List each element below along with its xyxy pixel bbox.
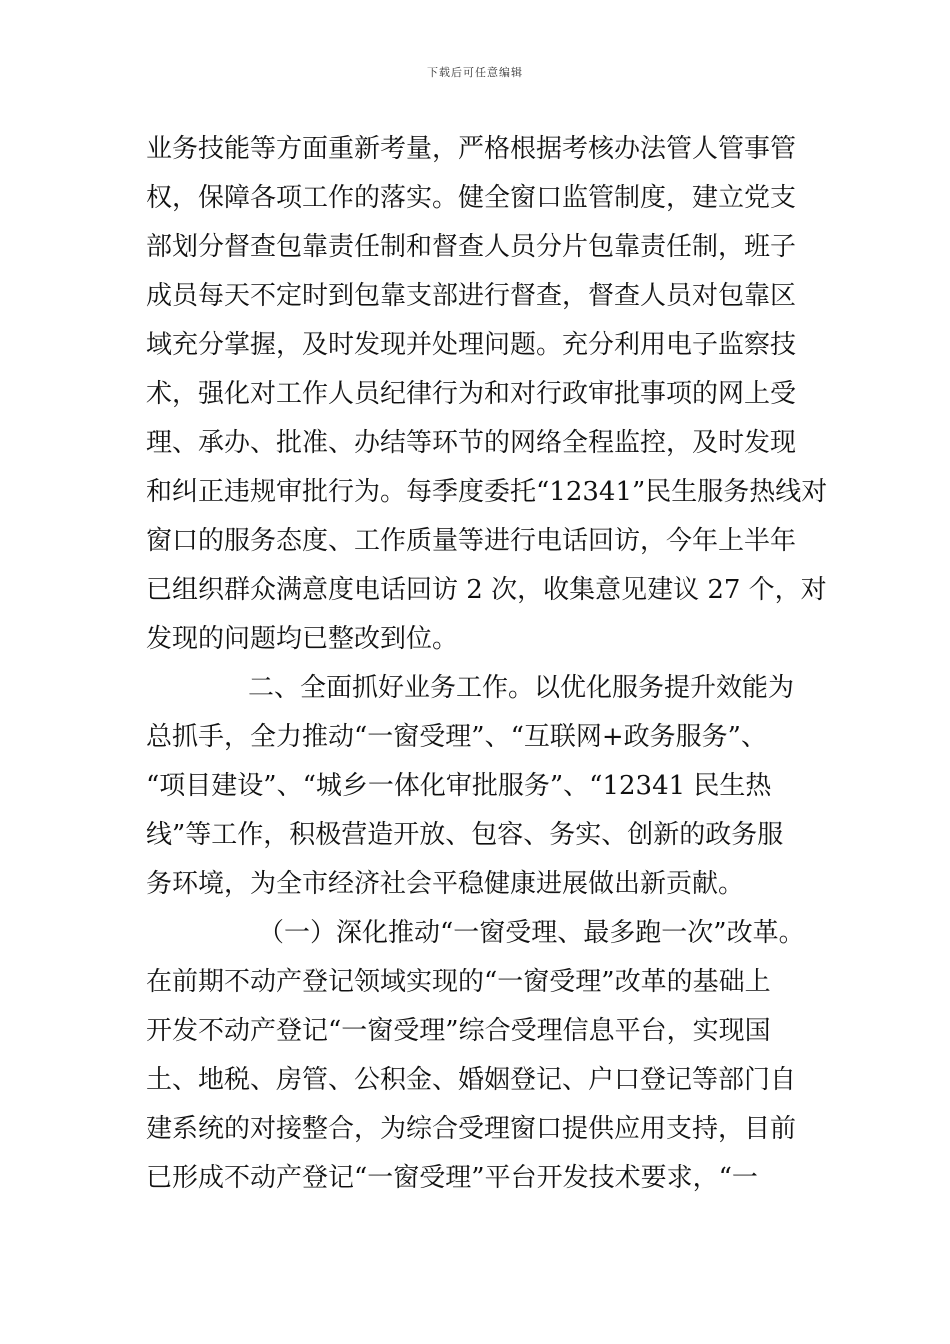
text-line: 线”等工作，积极营造开放、包容、务实、创新的政务服 xyxy=(146,820,784,850)
text-line: 已组织群众满意度电话回访 2 次，收集意见建议 27 个，对 xyxy=(146,575,827,605)
text-line: 务环境，为全市经济社会平稳健康进展做出新贡献。 xyxy=(146,869,745,899)
text-line: 权，保障各项工作的落实。健全窗口监管制度，建立党支 xyxy=(146,183,797,213)
text-line: 土、地税、房管、公积金、婚姻登记、户口登记等部门自 xyxy=(146,1065,797,1095)
text-line: 部划分督查包靠责任制和督查人员分片包靠责任制，班子 xyxy=(146,232,797,262)
text-line: 术，强化对工作人员纪律行为和对行政审批事项的网上受 xyxy=(146,379,797,409)
text-line: 和纠正违规审批行为。每季度委托“12341”民生服务热线对 xyxy=(146,477,828,507)
text-line: 已形成不动产登记“一窗受理”平台开发技术要求，“一 xyxy=(146,1163,758,1193)
text-line: 理、承办、批准、办结等环节的网络全程监控，及时发现 xyxy=(146,428,797,458)
text-line: 建系统的对接整合，为综合受理窗口提供应用支持，目前 xyxy=(146,1114,797,1144)
text-line: 总抓手，全力推动“一窗受理”、“互联网+政务服务”、 xyxy=(146,722,767,752)
text-line: 发现的问题均已整改到位。 xyxy=(146,624,459,654)
text-line: 窗口的服务态度、工作质量等进行电话回访，今年上半年 xyxy=(146,526,797,556)
text-line: 域充分掌握，及时发现并处理问题。充分利用电子监察技 xyxy=(146,330,797,360)
text-line: 在前期不动产登记领域实现的“一窗受理”改革的基础上 xyxy=(146,967,771,997)
page-header: 下载后可任意编辑 xyxy=(427,66,523,79)
text-line: 业务技能等方面重新考量，严格根据考核办法管人管事管 xyxy=(146,134,797,164)
section-heading-line: 二、全面抓好业务工作。以优化服务提升效能为 xyxy=(248,673,795,703)
subsection-heading-line: （一）深化推动“一窗受理、最多跑一次”改革。 xyxy=(258,918,805,948)
document-body xyxy=(146,125,828,1203)
text-line: “项目建设”、“城乡一体化审批服务”、“12341 民生热 xyxy=(146,771,772,801)
text-line: 成员每天不定时到包靠支部进行督查，督查人员对包靠区 xyxy=(146,281,797,311)
text-line: 开发不动产登记“一窗受理”综合受理信息平台，实现国 xyxy=(146,1016,771,1046)
